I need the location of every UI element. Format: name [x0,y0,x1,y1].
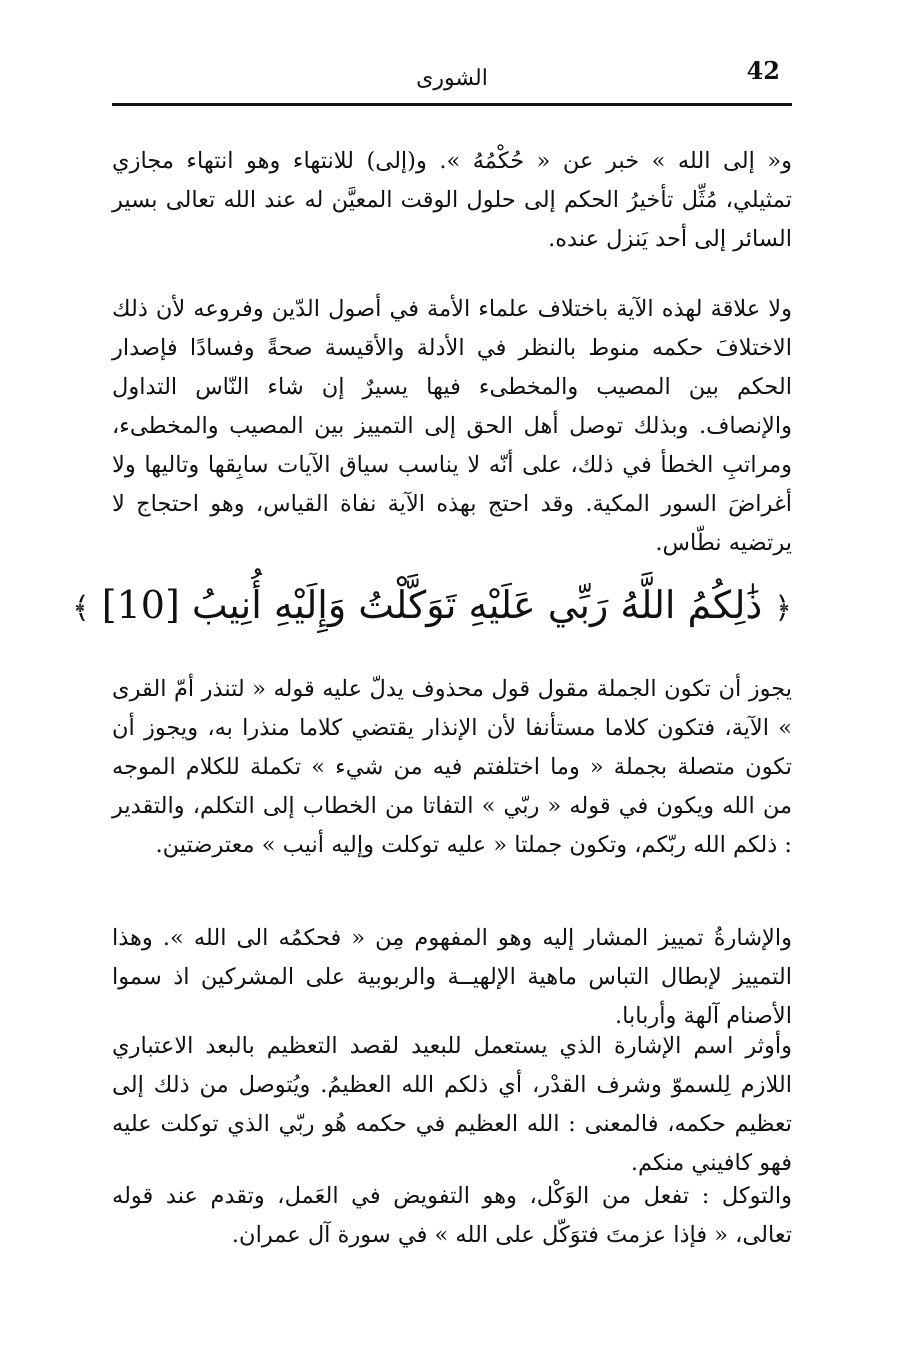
paragraph-text: والإشارةُ تمييز المشار إليه وهو المفهوم مِن « فحكمُه الى الله ». وهذا التمييز لإبطال التباس ماهية الإلهيــة والربوبية على المشركين اذ سموا الأصنام آلهة وأربابا. [112,925,792,1029]
paragraph-text: يجوز أن تكون الجملة مقول قول محذوف يدلّ عليه قوله « لتنذر أمّ القرى » الآية، فتكون كلاما مستأنفا لأن الإنذار يقتضي كلاما منذرا به، ويجوز أن تكون متصلة بجملة « وما اختلفتم فيه من شيء » تكملة للكلام الموجه من الله ويكون في قوله « ربّي » التفاتا من الخطاب إلى التكلم، والتقدير : ذلكم الله ربّكم، وتكون جملتا « عليه توكلت وإليه أنيب » معترضتين. [112,676,792,858]
page-number: 42 [746,56,780,85]
verse-ornament-close: ﴾ [72,590,90,626]
paragraph-3 [112,670,792,865]
paragraph-5 [112,1027,792,1183]
header-rule [112,103,792,106]
verse-number: [10] [101,583,180,627]
page-header [112,52,792,102]
paragraph-1 [112,142,792,259]
paragraph-text: و« إلى الله » خبر عن « حُكْمُهُ ». و(إلى) للانتهاء وهو انتهاء مجازي تمثيلي، مُثِّل تأخيرُ الحكم إلى حلول الوقت المعيَّن له عند الله تعالى بسير السائر إلى أحد يَنزل عنده. [112,148,792,252]
paragraph-6 [112,1177,792,1255]
paragraph-text: والتوكل : تفعل من الوَكْل، وهو التفويض في العَمل، وتقدم عند قوله تعالى، « فإذا عزمتَ فتوَكّل على الله » في سورة آل عمران. [112,1183,792,1248]
paragraph-text: وأوثر اسم الإشارة الذي يستعمل للبعيد لقصد التعظيم بالبعد الاعتباري اللازم لِلسموّ وشرف القدْر، أي ذلكم الله العظيمُ. ويُتوصل من ذلك إلى تعظيم حكمه، فالمعنى : الله العظيم في حكمه هُو ربّي الذي توكلت عليه فهو كافيني منكم. [112,1033,792,1176]
paragraph-4 [112,919,792,1036]
running-title: الشورى [416,66,488,91]
verse-ornament-open: ﴿ [774,590,792,626]
quran-verse [72,577,792,637]
paragraph-2 [112,290,792,563]
verse-text: ذَٰلِكُمُ اللَّهُ رَبِّي عَلَيْهِ تَوَكَّلْتُ وَإِلَيْهِ أُنِيبُ [191,583,763,627]
paragraph-text: ولا علاقة لهذه الآية باختلاف علماء الأمة في أصول الدّين وفروعه لأن ذلك الاختلافَ حكمه منوط بالنظر في الأدلة والأقيسة صحةً وفسادًا فإصدار الحكم بين المصيب والمخطىء فيها يسيرٌ إن شاء النّاس التداول والإنصاف. وبذلك توصل أهل الحق إلى التمييز بين المصيب والمخطىء، ومراتبِ الخطأ في ذلك، على أنّه لا يناسب سياق الآيات سابِقها وتاليها ولا أغراضَ السور المكية. وقد احتج بهذه الآية نفاة القياس، وهو احتجاج لا يرتضيه نطّاس. [112,296,792,556]
